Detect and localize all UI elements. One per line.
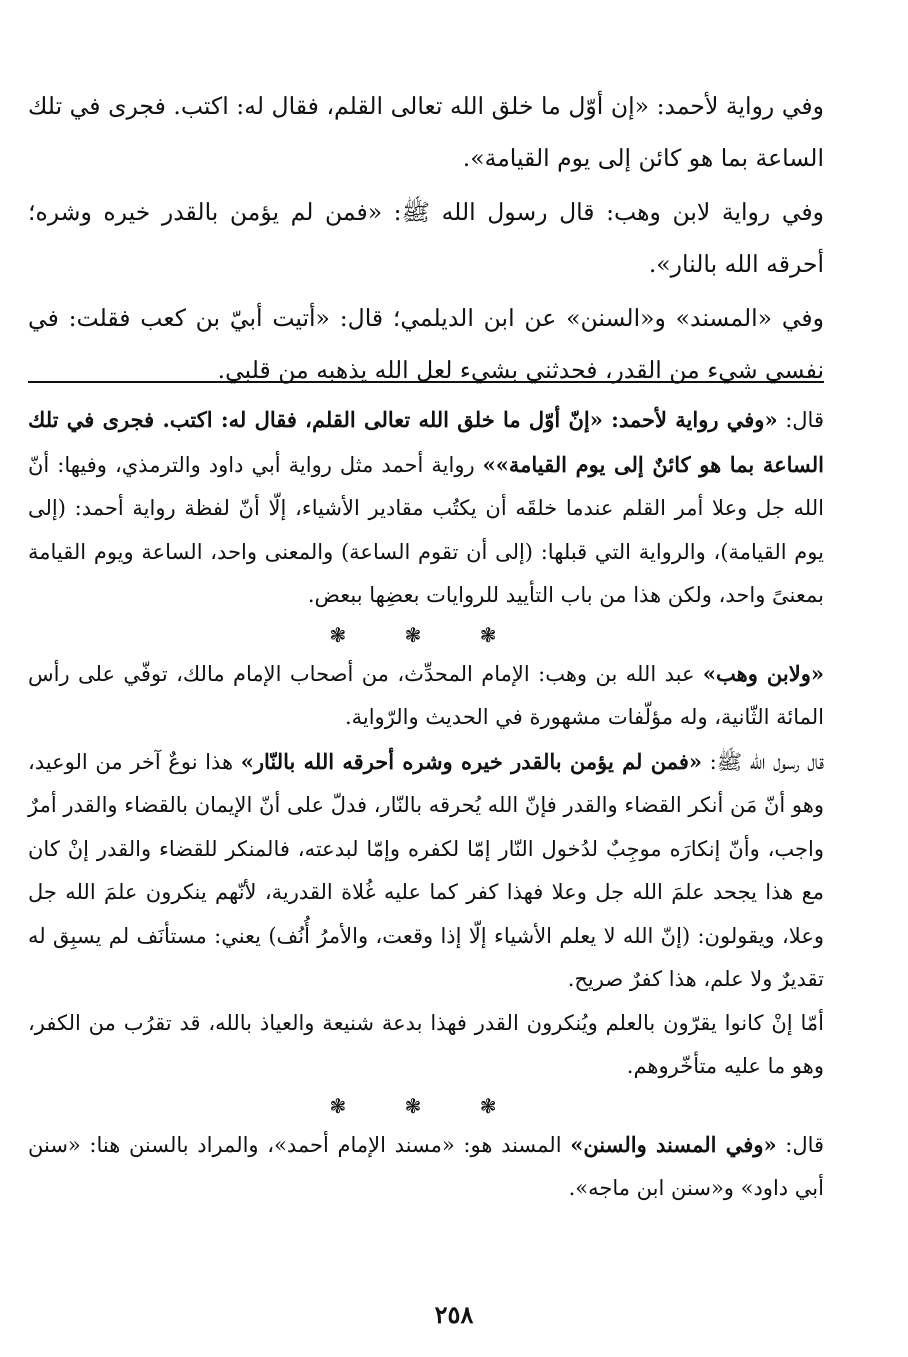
commentary-text: هذا نوعٌ آخر من الوعيد، وهو أنّ مَن أنكر القضاء والقدر فإنّ الله يُحرقه بالنّار، فدلّ على أنّ الإيمان بالقضاء والقدر أمرٌ واجب، وأنّ إنكارَه موجِبٌ لدُخول النّار إمّا لكفره وإمّا لبدعته، فالمنكر للقضاء والقدر إنْ كان مع هذا يجحد علمَ الله جل وعلا فهذا كفر كما عليه غُلاة القدرية، لأنّهم ينكرون علمَ الله جل وعلا، ويقولون: (إنّ الله لا يعلم الأشياء إلّا إذا وقعت، والأمرُ أُنُف) يعني: مستأنَف لم يسبِق له تقديرٌ ولا علم، هذا كفرٌ صريح.: [28, 749, 824, 991]
page-number: ٢٥٨: [434, 1300, 474, 1329]
separator-rule: [28, 381, 824, 383]
commentary-text: عبد الله بن وهب: الإمام المحدِّث، من أصحاب الإمام مالك، توفّي على رأس المائة الثّانية، وله مؤلّفات مشهورة في الحديث والرّواية.: [28, 661, 824, 729]
quoted-bold-text: «ولابن وهب»: [702, 660, 824, 686]
commentary-text: رواية أحمد مثل رواية أبي داود والترمذي، وفيها: أنّ الله جل وعلا أمر القلم عندما خلقَه أن يكتُب مقادير الأشياء، إلّا أنّ لفظة رواية أحمد: (إلى يوم القيامة)، والرواية التي قبلها: (إلى أن تقوم الساعة) والمعنى واحد، الساعة ويوم القيامة بمعنىً واحد، ولكن هذا من باب التأييد للروايات بعضِها ببعض.: [28, 452, 824, 607]
main-text: [28, 80, 824, 396]
commentary-paragraph-1: [28, 398, 824, 618]
commentary: [28, 398, 824, 1211]
commentary-prefix: قال رسول الله ﷺ:: [702, 749, 825, 774]
section-separator-stars: ❃ ❃ ❃: [329, 622, 523, 647]
commentary-paragraph-5: [28, 1123, 824, 1211]
main-paragraph-3: وفي «المسند» و«السنن» عن ابن الديلمي؛ قال: «أتيت أبيّ بن كعب فقلت: في نفسي شيء من القدر، فحدثني بشيء لعل الله يذهبه من قلبي.: [28, 304, 824, 384]
quoted-bold-text: «وفي المسند والسنن»: [570, 1131, 777, 1157]
quoted-bold-text: «وفي رواية لأحمد: «إنّ أوّل ما خلق الله تعالى القلم، فقال له: اكتب. فجرى في تلك الساعة بما هو كائنٌ إلى يوم القيامة»»: [28, 407, 824, 477]
commentary-paragraph-3: [28, 740, 824, 1002]
commentary-prefix: قال:: [777, 408, 824, 432]
main-paragraph-2: وفي رواية لابن وهب: قال رسول الله ﷺ: «فمن لم يؤمن بالقدر خيره وشره؛ أحرقه الله بالنار».: [28, 198, 824, 278]
section-separator-stars: ❃ ❃ ❃: [329, 1093, 523, 1118]
commentary-paragraph-4: أمّا إنْ كانوا يقرّون بالعلم ويُنكرون القدر فهذا بدعة شنيعة والعياذ بالله، قد تقرُب من الكفر، وهو ما عليه متأخّروهم.: [28, 1010, 824, 1078]
commentary-text: المسند هو: «مسند الإمام أحمد»، والمراد بالسنن هنا: «سنن أبي داود» و«سنن ابن ماجه».: [28, 1132, 824, 1200]
main-paragraph-1: وفي رواية لأحمد: «إن أوّل ما خلق الله تعالى القلم، فقال له: اكتب. فجرى في تلك الساعة بما هو كائن إلى يوم القيامة».: [28, 92, 824, 172]
quoted-bold-text: «فمن لم يؤمن بالقدر خيره وشره أحرقه الله بالنّار»: [240, 748, 703, 774]
commentary-paragraph-2: [28, 652, 824, 740]
commentary-prefix: قال:: [776, 1132, 825, 1157]
